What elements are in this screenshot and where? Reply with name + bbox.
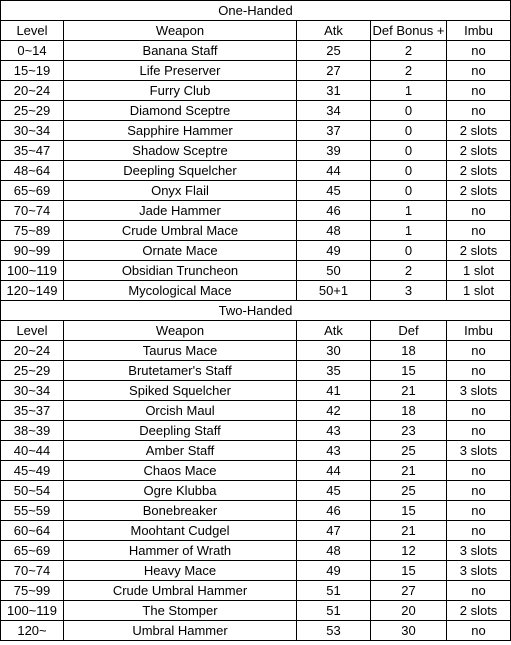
def-cell: 21 — [371, 461, 447, 481]
imbu-cell: no — [447, 481, 511, 501]
level-cell: 35~47 — [1, 141, 64, 161]
def-cell: 2 — [371, 61, 447, 81]
def-cell: 23 — [371, 421, 447, 441]
one-handed-section — [1, 1, 511, 301]
header-level: Level — [1, 21, 64, 41]
def-cell: 0 — [371, 161, 447, 181]
level-cell: 0~14 — [1, 41, 64, 61]
weapon-cell: Crude Umbral Hammer — [64, 581, 297, 601]
level-cell: 25~29 — [1, 361, 64, 381]
imbu-cell: no — [447, 81, 511, 101]
header-weapon: Weapon — [64, 21, 297, 41]
weapon-cell: Banana Staff — [64, 41, 297, 61]
table-row — [1, 441, 511, 461]
def-cell: 21 — [371, 521, 447, 541]
level-cell: 30~34 — [1, 381, 64, 401]
imbu-cell: no — [447, 361, 511, 381]
weapon-cell: Mycological Mace — [64, 281, 297, 301]
weapon-cell: Heavy Mace — [64, 561, 297, 581]
def-cell: 1 — [371, 81, 447, 101]
level-cell: 15~19 — [1, 61, 64, 81]
table-row — [1, 341, 511, 361]
level-cell: 20~24 — [1, 341, 64, 361]
table-row — [1, 561, 511, 581]
atk-cell: 44 — [297, 461, 371, 481]
two-handed-section — [1, 301, 511, 641]
level-cell: 30~34 — [1, 121, 64, 141]
weapon-cell: Bonebreaker — [64, 501, 297, 521]
atk-cell: 51 — [297, 601, 371, 621]
table-row — [1, 461, 511, 481]
atk-cell: 30 — [297, 341, 371, 361]
def-cell: 2 — [371, 41, 447, 61]
def-cell: 27 — [371, 581, 447, 601]
weapon-cell: Jade Hammer — [64, 201, 297, 221]
weapon-cell: Shadow Sceptre — [64, 141, 297, 161]
atk-cell: 41 — [297, 381, 371, 401]
atk-cell: 31 — [297, 81, 371, 101]
weapon-cell: Ornate Mace — [64, 241, 297, 261]
imbu-cell: 2 slots — [447, 241, 511, 261]
def-cell: 18 — [371, 341, 447, 361]
table-row — [1, 401, 511, 421]
atk-cell: 50 — [297, 261, 371, 281]
header-row — [1, 21, 511, 41]
level-cell: 120~149 — [1, 281, 64, 301]
def-cell: 12 — [371, 541, 447, 561]
def-cell: 25 — [371, 441, 447, 461]
atk-cell: 53 — [297, 621, 371, 641]
imbu-cell: 3 slots — [447, 381, 511, 401]
weapon-cell: Brutetamer's Staff — [64, 361, 297, 381]
weapon-cell: Diamond Sceptre — [64, 101, 297, 121]
header-weapon: Weapon — [64, 321, 297, 341]
def-cell: 3 — [371, 281, 447, 301]
one-handed-title: One-Handed — [1, 1, 511, 21]
atk-cell: 51 — [297, 581, 371, 601]
table-row — [1, 601, 511, 621]
atk-cell: 44 — [297, 161, 371, 181]
weapon-cell: Taurus Mace — [64, 341, 297, 361]
imbu-cell: 2 slots — [447, 181, 511, 201]
level-cell: 25~29 — [1, 101, 64, 121]
imbu-cell: 2 slots — [447, 601, 511, 621]
def-cell: 1 — [371, 201, 447, 221]
def-cell: 0 — [371, 181, 447, 201]
imbu-cell: 2 slots — [447, 121, 511, 141]
def-cell: 0 — [371, 241, 447, 261]
imbu-cell: 3 slots — [447, 441, 511, 461]
atk-cell: 48 — [297, 541, 371, 561]
imbu-cell: 2 slots — [447, 161, 511, 181]
weapon-cell: Onyx Flail — [64, 181, 297, 201]
weapon-cell: The Stomper — [64, 601, 297, 621]
level-cell: 75~99 — [1, 581, 64, 601]
level-cell: 70~74 — [1, 201, 64, 221]
table-row — [1, 581, 511, 601]
imbu-cell: no — [447, 101, 511, 121]
atk-cell: 45 — [297, 181, 371, 201]
imbu-cell: no — [447, 521, 511, 541]
imbu-cell: no — [447, 341, 511, 361]
atk-cell: 34 — [297, 101, 371, 121]
table-row — [1, 281, 511, 301]
header-imbu: Imbu — [447, 321, 511, 341]
weapon-cell: Life Preserver — [64, 61, 297, 81]
atk-cell: 37 — [297, 121, 371, 141]
atk-cell: 45 — [297, 481, 371, 501]
header-atk: Atk — [297, 321, 371, 341]
table-row — [1, 541, 511, 561]
level-cell: 45~49 — [1, 461, 64, 481]
def-cell: 1 — [371, 221, 447, 241]
table-row — [1, 381, 511, 401]
imbu-cell: no — [447, 501, 511, 521]
section-title-row — [1, 301, 511, 321]
def-cell: 25 — [371, 481, 447, 501]
header-row — [1, 321, 511, 341]
level-cell: 35~37 — [1, 401, 64, 421]
imbu-cell: 1 slot — [447, 281, 511, 301]
table-row — [1, 181, 511, 201]
atk-cell: 50+1 — [297, 281, 371, 301]
def-cell: 30 — [371, 621, 447, 641]
header-imbu: Imbu — [447, 21, 511, 41]
table-row — [1, 261, 511, 281]
imbu-cell: no — [447, 461, 511, 481]
def-cell: 20 — [371, 601, 447, 621]
two-handed-title: Two-Handed — [1, 301, 511, 321]
imbu-cell: no — [447, 61, 511, 81]
table-row — [1, 161, 511, 181]
table-row — [1, 501, 511, 521]
atk-cell: 25 — [297, 41, 371, 61]
imbu-cell: no — [447, 621, 511, 641]
section-title-row — [1, 1, 511, 21]
level-cell: 60~64 — [1, 521, 64, 541]
table-row — [1, 121, 511, 141]
level-cell: 75~89 — [1, 221, 64, 241]
weapon-cell: Hammer of Wrath — [64, 541, 297, 561]
level-cell: 65~69 — [1, 181, 64, 201]
table-row — [1, 421, 511, 441]
def-cell: 15 — [371, 361, 447, 381]
header-level: Level — [1, 321, 64, 341]
def-cell: 0 — [371, 121, 447, 141]
weapon-cell: Spiked Squelcher — [64, 381, 297, 401]
atk-cell: 35 — [297, 361, 371, 381]
weapon-cell: Orcish Maul — [64, 401, 297, 421]
level-cell: 90~99 — [1, 241, 64, 261]
level-cell: 50~54 — [1, 481, 64, 501]
atk-cell: 42 — [297, 401, 371, 421]
level-cell: 120~ — [1, 621, 64, 641]
def-cell: 15 — [371, 501, 447, 521]
level-cell: 48~64 — [1, 161, 64, 181]
imbu-cell: no — [447, 581, 511, 601]
atk-cell: 43 — [297, 421, 371, 441]
atk-cell: 46 — [297, 201, 371, 221]
imbu-cell: no — [447, 221, 511, 241]
table-row — [1, 221, 511, 241]
atk-cell: 47 — [297, 521, 371, 541]
atk-cell: 27 — [297, 61, 371, 81]
level-cell: 65~69 — [1, 541, 64, 561]
imbu-cell: 3 slots — [447, 541, 511, 561]
atk-cell: 46 — [297, 501, 371, 521]
imbu-cell: 1 slot — [447, 261, 511, 281]
weapon-cell: Obsidian Truncheon — [64, 261, 297, 281]
def-cell: 2 — [371, 261, 447, 281]
weapon-cell: Deepling Staff — [64, 421, 297, 441]
imbu-cell: 3 slots — [447, 561, 511, 581]
level-cell: 38~39 — [1, 421, 64, 441]
weapon-cell: Umbral Hammer — [64, 621, 297, 641]
atk-cell: 49 — [297, 241, 371, 261]
table-row — [1, 101, 511, 121]
weapon-cell: Moohtant Cudgel — [64, 521, 297, 541]
atk-cell: 49 — [297, 561, 371, 581]
imbu-cell: no — [447, 421, 511, 441]
table-row — [1, 361, 511, 381]
weapon-cell: Furry Club — [64, 81, 297, 101]
imbu-cell: no — [447, 41, 511, 61]
def-cell: 0 — [371, 101, 447, 121]
level-cell: 40~44 — [1, 441, 64, 461]
header-atk: Atk — [297, 21, 371, 41]
weapon-cell: Ogre Klubba — [64, 481, 297, 501]
weapon-cell: Deepling Squelcher — [64, 161, 297, 181]
atk-cell: 43 — [297, 441, 371, 461]
table-row — [1, 81, 511, 101]
table-row — [1, 141, 511, 161]
atk-cell: 39 — [297, 141, 371, 161]
weapon-cell: Chaos Mace — [64, 461, 297, 481]
table-row — [1, 41, 511, 61]
def-cell: 18 — [371, 401, 447, 421]
level-cell: 70~74 — [1, 561, 64, 581]
weapon-cell: Sapphire Hammer — [64, 121, 297, 141]
level-cell: 100~119 — [1, 601, 64, 621]
atk-cell: 48 — [297, 221, 371, 241]
def-cell: 21 — [371, 381, 447, 401]
header-def: Def — [371, 321, 447, 341]
level-cell: 20~24 — [1, 81, 64, 101]
table-row — [1, 521, 511, 541]
imbu-cell: 2 slots — [447, 141, 511, 161]
table-row — [1, 241, 511, 261]
table-row — [1, 201, 511, 221]
table-row — [1, 481, 511, 501]
level-cell: 100~119 — [1, 261, 64, 281]
table-row — [1, 61, 511, 81]
weapon-cell: Amber Staff — [64, 441, 297, 461]
header-def-bonus: Def Bonus + — [371, 21, 447, 41]
def-cell: 15 — [371, 561, 447, 581]
def-cell: 0 — [371, 141, 447, 161]
weapon-cell: Crude Umbral Mace — [64, 221, 297, 241]
table-row — [1, 621, 511, 641]
imbu-cell: no — [447, 401, 511, 421]
imbu-cell: no — [447, 201, 511, 221]
level-cell: 55~59 — [1, 501, 64, 521]
